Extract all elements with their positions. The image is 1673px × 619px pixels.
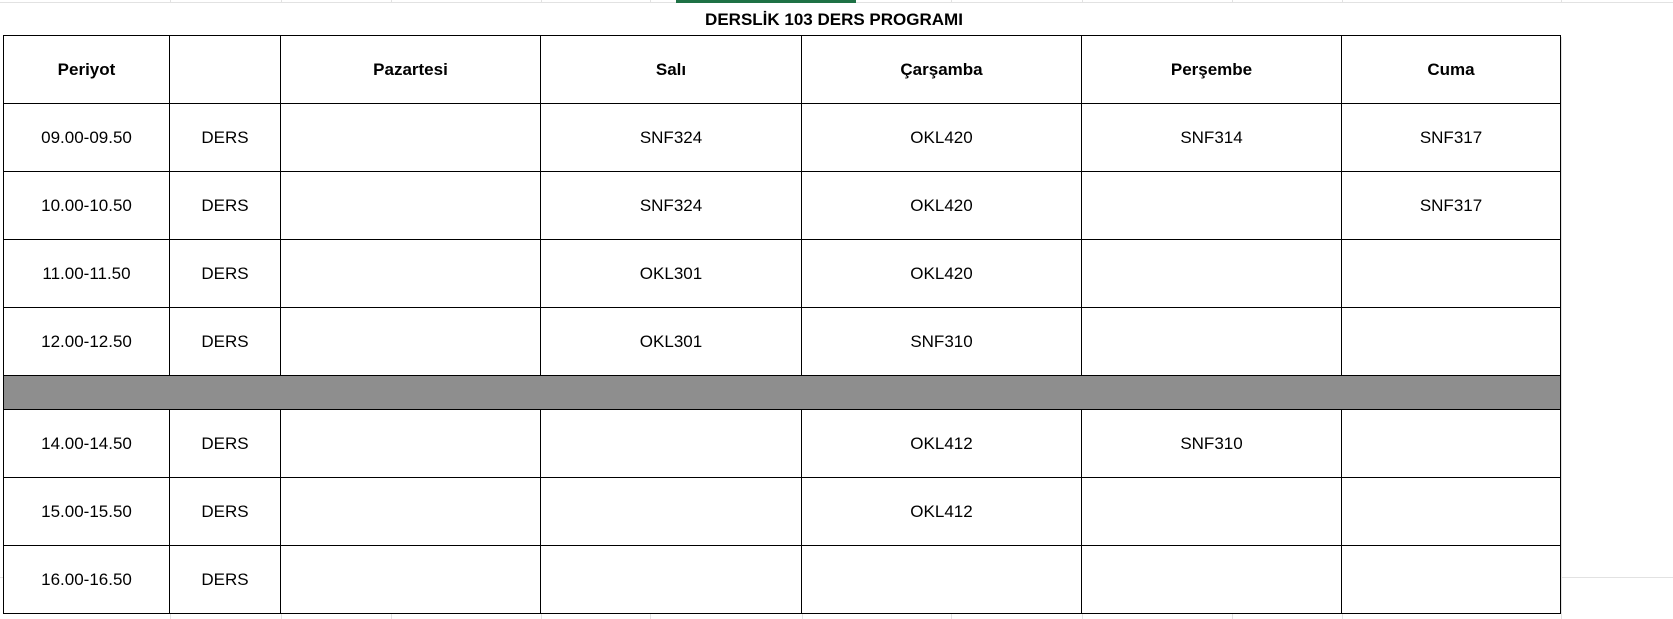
table-row (4, 104, 1561, 172)
header-cell-type[interactable] (170, 36, 281, 104)
period-cell[interactable]: 11.00-11.50 (4, 240, 170, 308)
course-cell-carsamba[interactable]: OKL412 (802, 410, 1082, 478)
course-cell-persembe[interactable] (1082, 240, 1342, 308)
type-cell[interactable]: DERS (170, 104, 281, 172)
course-cell-cuma[interactable]: SNF317 (1342, 172, 1561, 240)
period-cell[interactable]: 09.00-09.50 (4, 104, 170, 172)
period-cell[interactable]: 16.00-16.50 (4, 546, 170, 614)
header-row (4, 36, 1561, 104)
course-cell-cuma[interactable] (1342, 308, 1561, 376)
type-cell[interactable]: DERS (170, 478, 281, 546)
header-cell-persembe[interactable]: Perşembe (1082, 36, 1342, 104)
course-cell-pazartesi[interactable] (281, 478, 541, 546)
course-cell-carsamba[interactable]: OKL420 (802, 240, 1082, 308)
course-cell-cuma[interactable] (1342, 546, 1561, 614)
table-row (4, 240, 1561, 308)
course-cell-sali[interactable] (541, 478, 802, 546)
course-cell-sali[interactable]: SNF324 (541, 172, 802, 240)
header-cell-cuma[interactable]: Cuma (1342, 36, 1561, 104)
type-cell[interactable]: DERS (170, 308, 281, 376)
course-cell-persembe[interactable] (1082, 478, 1342, 546)
type-cell[interactable]: DERS (170, 172, 281, 240)
header-cell-carsamba[interactable]: Çarşamba (802, 36, 1082, 104)
type-cell[interactable]: DERS (170, 410, 281, 478)
schedule-title[interactable]: DERSLİK 103 DERS PROGRAMI (3, 3, 1665, 37)
period-cell[interactable]: 12.00-12.50 (4, 308, 170, 376)
course-cell-cuma[interactable] (1342, 478, 1561, 546)
course-cell-cuma[interactable]: SNF317 (1342, 104, 1561, 172)
course-cell-pazartesi[interactable] (281, 546, 541, 614)
header-cell-periyot[interactable]: Periyot (4, 36, 170, 104)
table-row (4, 172, 1561, 240)
header-cell-pazartesi[interactable]: Pazartesi (281, 36, 541, 104)
course-cell-sali[interactable]: OKL301 (541, 308, 802, 376)
course-cell-cuma[interactable] (1342, 240, 1561, 308)
lunch-break-band[interactable] (4, 376, 1561, 410)
table-row (4, 308, 1561, 376)
course-cell-persembe[interactable] (1082, 172, 1342, 240)
course-cell-sali[interactable] (541, 410, 802, 478)
header-cell-sali[interactable]: Salı (541, 36, 802, 104)
period-cell[interactable]: 14.00-14.50 (4, 410, 170, 478)
course-cell-carsamba[interactable] (802, 546, 1082, 614)
schedule-table (3, 35, 1561, 614)
course-cell-sali[interactable] (541, 546, 802, 614)
course-cell-persembe[interactable] (1082, 546, 1342, 614)
type-cell[interactable]: DERS (170, 546, 281, 614)
course-cell-carsamba[interactable]: SNF310 (802, 308, 1082, 376)
table-row (4, 410, 1561, 478)
period-cell[interactable]: 10.00-10.50 (4, 172, 170, 240)
type-cell[interactable]: DERS (170, 240, 281, 308)
course-cell-carsamba[interactable]: OKL412 (802, 478, 1082, 546)
course-cell-persembe[interactable]: SNF310 (1082, 410, 1342, 478)
course-cell-pazartesi[interactable] (281, 240, 541, 308)
course-cell-pazartesi[interactable] (281, 410, 541, 478)
course-cell-pazartesi[interactable] (281, 308, 541, 376)
course-cell-carsamba[interactable]: OKL420 (802, 172, 1082, 240)
course-cell-pazartesi[interactable] (281, 104, 541, 172)
course-cell-sali[interactable]: OKL301 (541, 240, 802, 308)
table-row (4, 478, 1561, 546)
course-cell-persembe[interactable]: SNF314 (1082, 104, 1342, 172)
course-cell-sali[interactable]: SNF324 (541, 104, 802, 172)
course-cell-persembe[interactable] (1082, 308, 1342, 376)
course-cell-carsamba[interactable]: OKL420 (802, 104, 1082, 172)
lunch-break-row (4, 376, 1561, 410)
course-cell-cuma[interactable] (1342, 410, 1561, 478)
course-cell-pazartesi[interactable] (281, 172, 541, 240)
table-row (4, 546, 1561, 614)
period-cell[interactable]: 15.00-15.50 (4, 478, 170, 546)
